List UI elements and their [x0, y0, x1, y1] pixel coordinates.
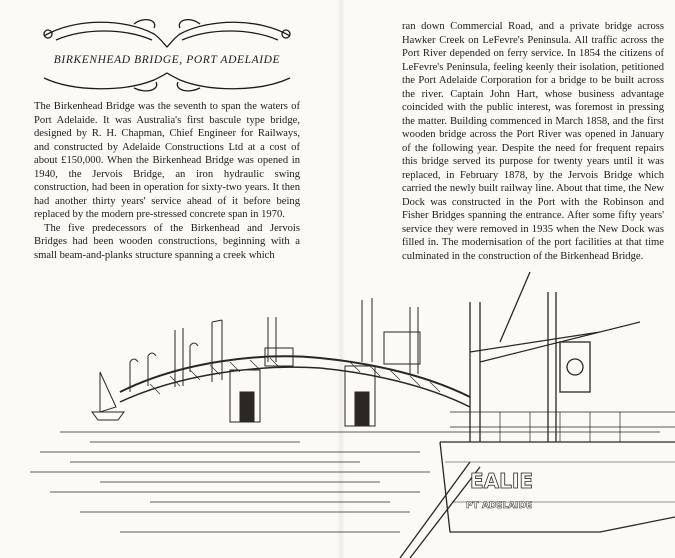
left-text-column [34, 100, 300, 262]
right-text-column [402, 20, 664, 263]
ship-drawing [400, 272, 675, 558]
top-flourish-ornament [34, 14, 300, 50]
page-title: BIRKENHEAD BRIDGE, PORT ADELAIDE [53, 54, 281, 66]
boat-port-label: PT ADELAIDE [466, 501, 533, 511]
bottom-flourish-ornament [34, 72, 300, 94]
bridge-illustration [0, 262, 675, 558]
paragraph: ran down Commercial Road, and a private bridge across Hawker Creek on LeFevre's Peninsula. All traffic across the Port River depended on ferry service. In 1854 the citizens of LeFevre's Peninsula, feeling keenly their isolation, petitioned the Port Adelaide Corporation for a bridge to be built across the river. Captain John Hart, whose business advantage coincided with the public interest, was foremost in pressing the matter. Building commenced in March 1858, and the first wooden bridge across the Port River was opened in January of the following year. Despite the need for frequent repairs this bridge served its purpose for twenty years until it was replaced, in February 1878, by the Jervois Bridge which carried the newly built railway line. About that time, the New Dock was constructed in the Port with the Robinson and Fisher Bridges spanning the entrance. After some fifty years' service they were removed in 1935 when the New Dock was filled in. The modernisation of the port facilities at that time culminated in the construction of the Birkenhead Bridge. [402, 21, 664, 262]
paragraph: The Birkenhead Bridge was the seventh to span the waters of Port Adelaide. It was Australia's first bascule type bridge, designed by R. H. Chapman, Chief Engineer for Railways, and constructed by Adelaide Constructions Ltd at a cost of about £150,000. When the Birkenhead Bridge was opened in 1940, the Jervois Bridge, an iron hydraulic swing construction, had been in operation for sixty-two years. It then had another thirty years' service ahead of it before being replaced by the modern pre-stressed concrete span in 1970. [34, 101, 300, 220]
boat-name-label: EALIE [470, 469, 533, 493]
water-hatching [30, 432, 660, 532]
paragraph: The five predecessors of the Birkenhead and Jervois Bridges had been wooden constructions, beginning with a small beam-and-planks structure spanning a creek which [34, 222, 300, 261]
